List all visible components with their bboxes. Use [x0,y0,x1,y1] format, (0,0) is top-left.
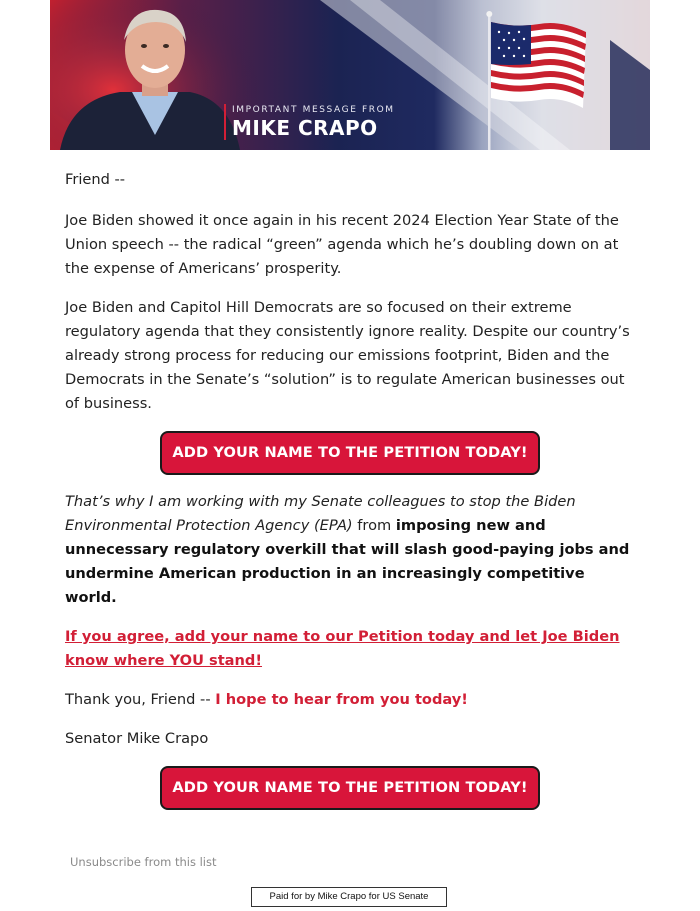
signature: Senator Mike Crapo [65,730,209,747]
paragraph-1: Joe Biden showed it once again in his recent 2024 Election Year State of the Union speech -- the radical “green” agenda which he’s doubling down on at the expense of Americans’ prosperity. [65,212,619,277]
thanks-red: I hope to hear from you today! [215,691,468,708]
banner-name: MIKE CRAPO [232,116,378,140]
cta-row-1 [0,431,700,475]
paragraph-2: Joe Biden and Capitol Hill Democrats are so focused on their extreme regulatory agenda that they consistently ignore reality. Despite our country’s already strong process for reducing our emissions footprint, Biden and the Democrats in the Senate’s “solution” is to regulate American businesses out of business. [65,299,630,412]
paragraph-3 [65,490,637,610]
petition-button-top[interactable]: ADD YOUR NAME TO THE PETITION TODAY! [160,431,540,475]
paid-for-disclaimer: Paid for by Mike Crapo for US Senate [251,887,447,907]
paragraph-3-bold: imposing new and unnecessary regulatory overkill that will slash good-paying jobs and undermine American production in an increasingly competitive world. [65,517,630,606]
cta-row-2 [0,766,700,810]
petition-link[interactable]: If you agree, add your name to our Petition today and let Joe Biden know where YOU stand! [65,628,620,669]
message-content [65,168,637,825]
paragraph-3-from: from [352,517,396,534]
greeting: Friend -- [65,171,126,188]
petition-button-bottom[interactable]: ADD YOUR NAME TO THE PETITION TODAY! [160,766,540,810]
unsubscribe-link[interactable]: Unsubscribe from this list [70,855,217,869]
paragraph-3-italic: That’s why I am working with my Senate colleagues to stop the Biden Environmental Protection Agency (EPA) [65,493,576,534]
us-flag-icon [480,8,600,150]
thanks-line [65,688,637,712]
header-banner [50,0,650,150]
thanks-plain: Thank you, Friend -- [65,691,216,708]
banner-title [224,104,395,140]
paragraph-4 [65,625,637,673]
banner-kicker: IMPORTANT MESSAGE FROM [232,105,395,115]
